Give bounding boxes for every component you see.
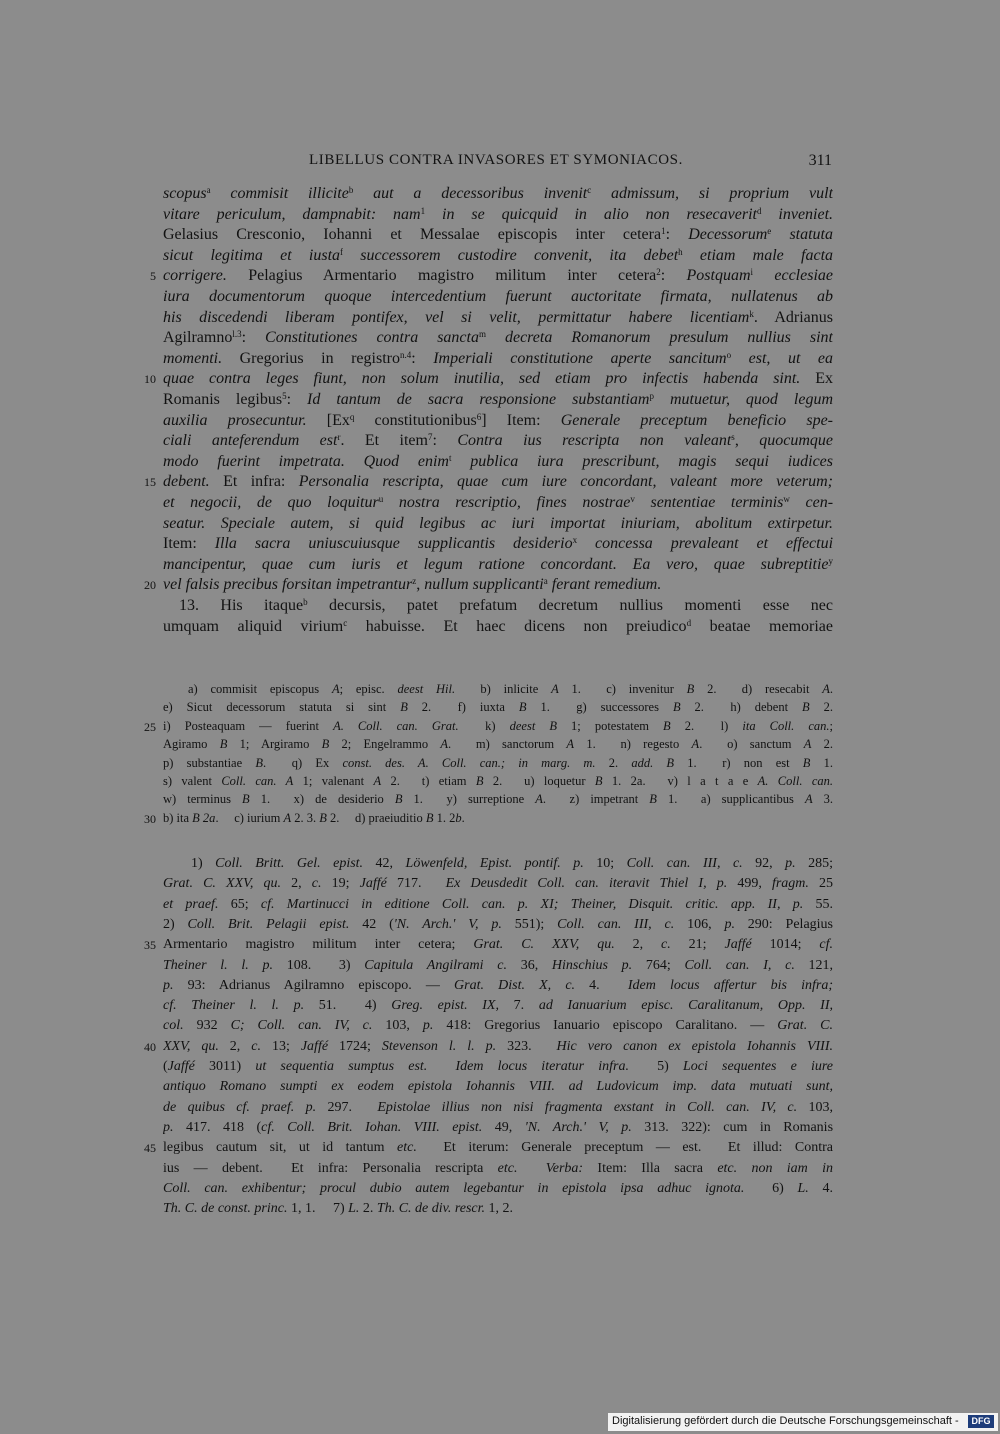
source-line: cf. Theiner l. l. p. 51. 4) Greg. epist. IX, 7. ad Ianuarium episc. Caralitanum, Opp. II, (163, 998, 833, 1014)
source-line: ius — debent. Et infra: Personalia rescripta etc. Verba: Item: Illa sacra etc. non iam in (163, 1160, 833, 1176)
funding-text: Digitalisierung gefördert durch die Deutsche Forschungsgemeinschaft - (612, 1415, 959, 1427)
text-line: momenti. Gregorius in registro$^{n.4}$: Imperiali constitutione aperte sancitum$^o$ est, ut ea (163, 349, 833, 367)
text-line: vel falsis precibus forsitan impetrantur$^z$, nullum supplicanti$^a$ ferant remedium. (163, 576, 662, 594)
text-line: quae contra leges fiunt, non solum inutilia, sed etiam pro infectis habenda sint. Ex (163, 370, 833, 388)
footnote-line: a) commisit episcopus A; episc. deest Hil. b) inlicite A 1. c) invenitur B 2. d) resecabit A. (163, 682, 833, 696)
source-line: legibus cautum sit, ut id tantum etc. Et iterum: Generale preceptum — est. Et illud: Contra (163, 1140, 833, 1156)
text-line: ciali anteferendum est$^r$. Et item$^7$: Contra ius rescripta non valeant$^s$, quocumque (163, 432, 833, 450)
source-line: Coll. can. exhibentur; procul dubio autem legebantur in epistola ipsa adhuc ignota. 6) L. 4. (163, 1180, 833, 1196)
source-line: p. 93: Adrianus Agilramno episcopo. — Grat. Dist. X, c. 4. Idem locus affertur bis infra; (163, 977, 833, 993)
line-number: 20 (144, 578, 156, 593)
text-line: seatur. Speciale autem, si quid legibus ac iuri importat iniuriam, abolitum extirpetur. (163, 514, 833, 532)
footnote-line: Agiramo B 1; Argiramo B 2; Engelrammo A. m) sanctorum A 1. n) regesto A. o) sanctum A 2. (163, 737, 833, 752)
text-line: scopus$^a$ commisit illicite$^b$ aut a decessoribus invenit$^c$ admissum, si proprium vult (163, 185, 833, 202)
footnote-line: s) valent Coll. can. A 1; valenant A 2. t) etiam B 2. u) loquetur B 1. 2a. v) l a t a e A. Coll. can. (163, 774, 833, 788)
line-number: 45 (144, 1141, 156, 1156)
funding-banner (608, 1413, 998, 1431)
line-number: 5 (150, 269, 156, 284)
line-number: 15 (144, 475, 156, 490)
source-line: 1) Coll. Britt. Gel. epist. 42, Löwenfeld, Epist. pontif. p. 10; Coll. can. III, c. 92, p. 285; (163, 856, 833, 871)
text-line: et negocii, de quo loquitur$^u$ nostra rescriptio, fines nostrae$^v$ sententiae terminis$^w$ cen- (163, 494, 833, 511)
text-line: auxilia prosecuntur. [Ex$^q$ constitutionibus$^6$] Item: Generale preceptum beneficio spe- (163, 411, 833, 429)
footnote-line: e) Sicut decessorum statuta si sint B 2. f) iuxta B 1. g) successores B 2. h) debent B 2. (163, 700, 833, 715)
line-number: 25 (144, 719, 156, 734)
text-line: corrigere. Pelagius Armentario magistro militum inter cetera$^2$: Postquam$^i$ ecclesiae (163, 267, 833, 285)
dfg-logo: DFG (968, 1415, 994, 1428)
text-line: 13. His itaque$^b$ decursis, patet prefatum decretum nullius momenti esse nec (163, 597, 833, 614)
source-line: (Jaffé 3011) ut sequentia sumptus est. Idem locus iteratur infra. 5) Loci sequentes e iure (163, 1059, 833, 1074)
footnote-line: p) substantiae B. q) Ex const. des. A. Coll. can.; in marg. m. 2. add. B 1. r) non est B 1. (163, 755, 833, 770)
source-line: 2) Coll. Brit. Pelagii epist. 42 ('N. Arch.' V, p. 551); Coll. can. III, c. 106, p. 290: Pelagius (163, 916, 833, 932)
source-line: antiquo Romano sumpti ex eodem epistola Iohannis VIII. ad Ludovicum imp. data mutuati sunt, (163, 1079, 833, 1095)
source-line: Armentario magistro militum inter cetera; Grat. C. XXV, qu. 2, c. 21; Jaffé 1014; cf. (163, 937, 833, 953)
text-line: modo fuerint impetrata. Quod enim$^t$ publica iura prescribunt, magis sequi iudices (163, 452, 833, 470)
running-title: LIBELLUS CONTRA INVASORES ET SYMONIACOS. (309, 152, 683, 168)
text-line: mancipentur, quae cum iuris et legum ratione concordant. Ea vero, quae subreptitie$^y$ (163, 555, 833, 573)
source-line: de quibus cf. praef. p. 297. Epistolae illius non nisi fragmenta exstant in Coll. can. IV, c. 103, (163, 1099, 833, 1115)
footnote-line: i) Posteaquam — fuerint A. Coll. can. Grat. k) deest B 1; potestatem B 2. l) ita Coll. can.; (163, 718, 833, 733)
text-line: umquam aliquid virium$^c$ habuisse. Et haec dicens non preiudico$^d$ beatae memoriae (163, 617, 833, 635)
line-number: 35 (144, 938, 156, 953)
text-line: his discedendi liberam pontifex, vel si velit, permittatur habere licentiam$^k$. Adrianus (163, 308, 833, 326)
line-number: 10 (144, 372, 156, 387)
footnote-line: b) ita B 2a. c) iurium A 2. 3. B 2. d) praeiuditio B 1. 2b. (163, 810, 465, 825)
source-line: XXV, qu. 2, c. 13; Jaffé 1724; Stevenson l. l. p. 323. Hic vero canon ex epistola Iohannis VIII. (163, 1038, 833, 1054)
text-line: iura documentorum quoque intercedentium fuerunt auctoritate firmata, nullatenus ab (163, 288, 833, 305)
source-line: et praef. 65; cf. Martinucci in editione Coll. can. p. XI; Theiner, Disquit. critic. app. II, p. 55. (163, 896, 833, 912)
source-line: p. 417. 418 (cf. Coll. Brit. Iohan. VIII. epist. 49, 'N. Arch.' V, p. 313. 322): cum in Romanis (163, 1119, 833, 1135)
text-line: vitare periculum, dampnabit: nam$^1$ in se quicquid in alio non resecaverit$^d$ inveniet. (163, 205, 833, 223)
text-line: Romanis legibus$^5$: Id tantum de sacra responsione substantiam$^p$ mutuetur, quod legum (163, 391, 833, 408)
source-line: Th. C. de const. princ. 1, 1. 7) L. 2. Th. C. de div. rescr. 1, 2. (163, 1201, 514, 1217)
source-line: col. 932 C; Coll. can. IV, c. 103, p. 418: Gregorius Ianuario episcopo Caralitano. — Grat. C. (163, 1018, 833, 1034)
line-number: 40 (144, 1039, 156, 1054)
running-header (160, 152, 832, 178)
source-line: Theiner l. l. p. 108. 3) Capitula Angilrami c. 36, Hinschius p. 764; Coll. can. I, c. 121, (163, 957, 833, 973)
page-number: 311 (808, 152, 832, 169)
line-number: 30 (144, 811, 156, 826)
text-line: Gelasius Cresconio, Iohanni et Messalae episcopis inter cetera$^1$: Decessorum$^e$ statuta (163, 226, 833, 244)
footnote-line: w) terminus B 1. x) de desiderio B 1. y) surreptione A. z) impetrant B 1. a) supplicantibus A 3. (163, 792, 833, 807)
text-line: debent. Et infra: Personalia rescripta, quae cum iure concordant, valeant more veterum; (163, 473, 833, 491)
text-line: sicut legitima et iusta$^f$ successorem custodire convenit, ita debet$^h$ etiam male facta (163, 246, 833, 264)
source-line: Grat. C. XXV, qu. 2, c. 19; Jaffé 717. Ex Deusdedit Coll. can. iteravit Thiel I, p. 499, fragm. 25 (163, 876, 833, 892)
text-line: Item: Illa sacra uniuscuiusque supplicantis desiderio$^x$ concessa prevaleant et effectui (163, 535, 833, 553)
text-line: Agilramno$^{l.3}$: Constitutiones contra sancta$^m$ decreta Romanorum presulum nullius sint (163, 329, 833, 347)
